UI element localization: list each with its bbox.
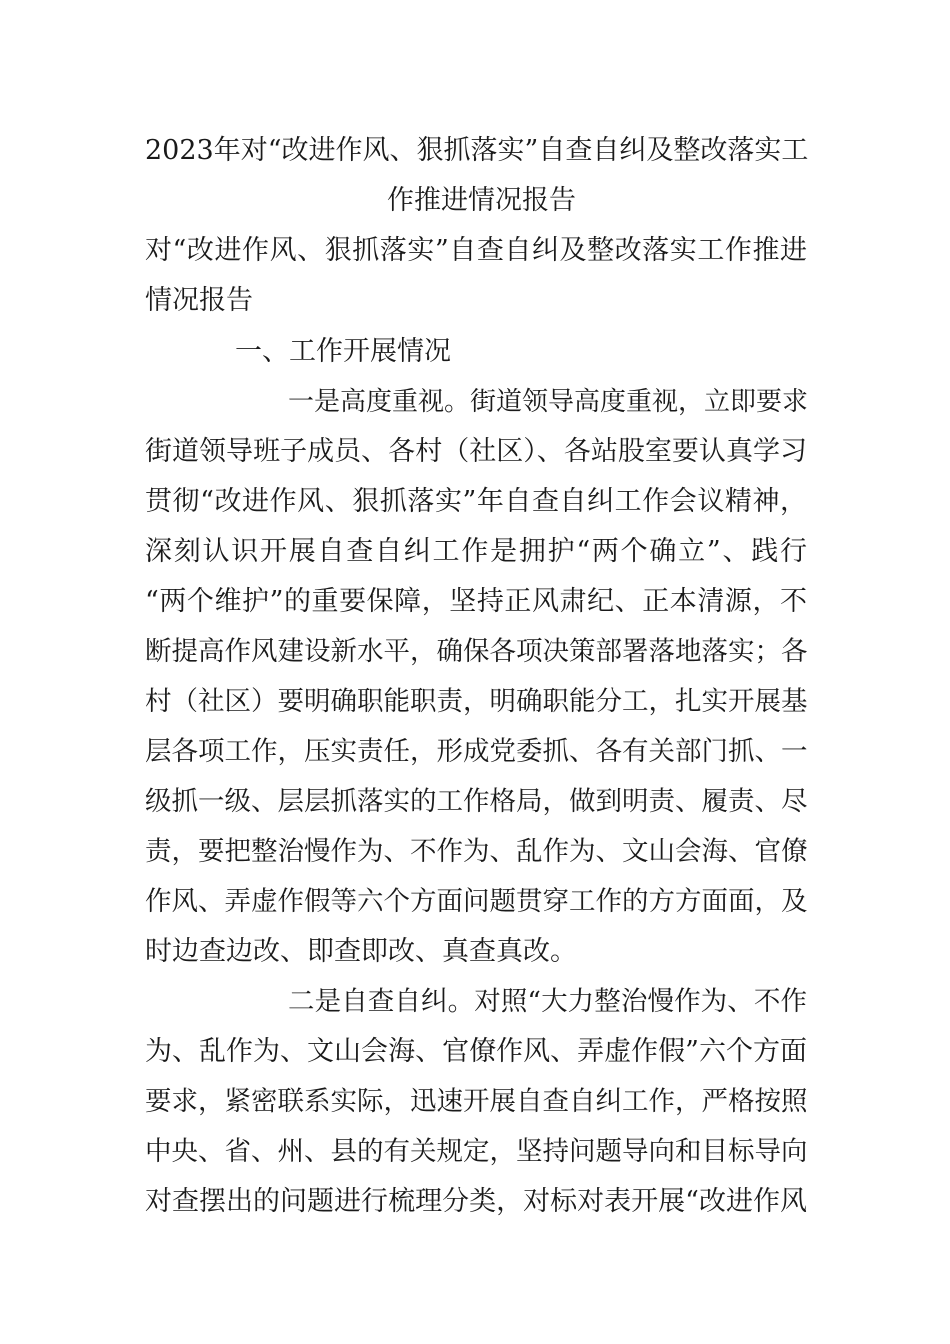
paragraph-1-line: 村（社区）要明确职能职责，明确职能分工，扎实开展基 [145,686,808,717]
section-heading: 一、工作开展情况 [235,336,451,367]
document-title-line-1: 2023年对“改进作风、狠抓落实”自查自纠及整改落实工 [145,135,809,166]
paragraph-1-line: 级抓一级、层层抓落实的工作格局，做到明责、履责、尽 [145,786,808,817]
paragraph-1-line: 街道领导班子成员、各村（社区）、各站股室要认真学习 [145,436,807,467]
paragraph-1-line: 深刻认识开展自查自纠工作是拥护“两个确立”、践行 [145,536,807,567]
paragraph-2-line: 为、乱作为、文山会海、官僚作风、弄虚作假”六个方面 [145,1036,807,1067]
paragraph-1-line: 断提高作风建设新水平，确保各项决策部署落地落实；各 [145,636,808,667]
paragraph-2-line: 中央、省、州、县的有关规定，坚持问题导向和目标导向 [145,1136,808,1167]
document-title-line-2: 作推进情况报告 [387,185,576,216]
paragraph-1-line: 贯彻“改进作风、狠抓落实”年自查自纠工作会议精神， [145,486,807,517]
paragraph-1-line: “两个维护”的重要保障，坚持正风肃纪、正本清源，不 [145,586,807,617]
subtitle-line-2: 情况报告 [145,285,253,316]
paragraph-2-line: 要求，紧密联系实际，迅速开展自查自纠工作，严格按照 [145,1086,808,1117]
paragraph-1-line: 层各项工作，压实责任，形成党委抓、各有关部门抓、一 [145,736,808,767]
paragraph-2-line: 对查摆出的问题进行梳理分类，对标对表开展“改进作风 [145,1186,807,1217]
paragraph-1-line: 一是高度重视。街道领导高度重视，立即要求 [288,387,809,417]
paragraph-1-line: 责，要把整治慢作为、不作为、乱作为、文山会海、官僚 [145,836,808,867]
subtitle-line-1: 对“改进作风、狠抓落实”自查自纠及整改落实工作推进 [145,235,807,266]
paragraph-2-line: 二是自查自纠。对照“大力整治慢作为、不作 [288,986,807,1017]
paragraph-1-line: 作风、弄虚作假等六个方面问题贯穿工作的方方面面，及 [145,886,808,917]
paragraph-1-line: 时边查边改、即查即改、真查真改。 [145,936,577,967]
